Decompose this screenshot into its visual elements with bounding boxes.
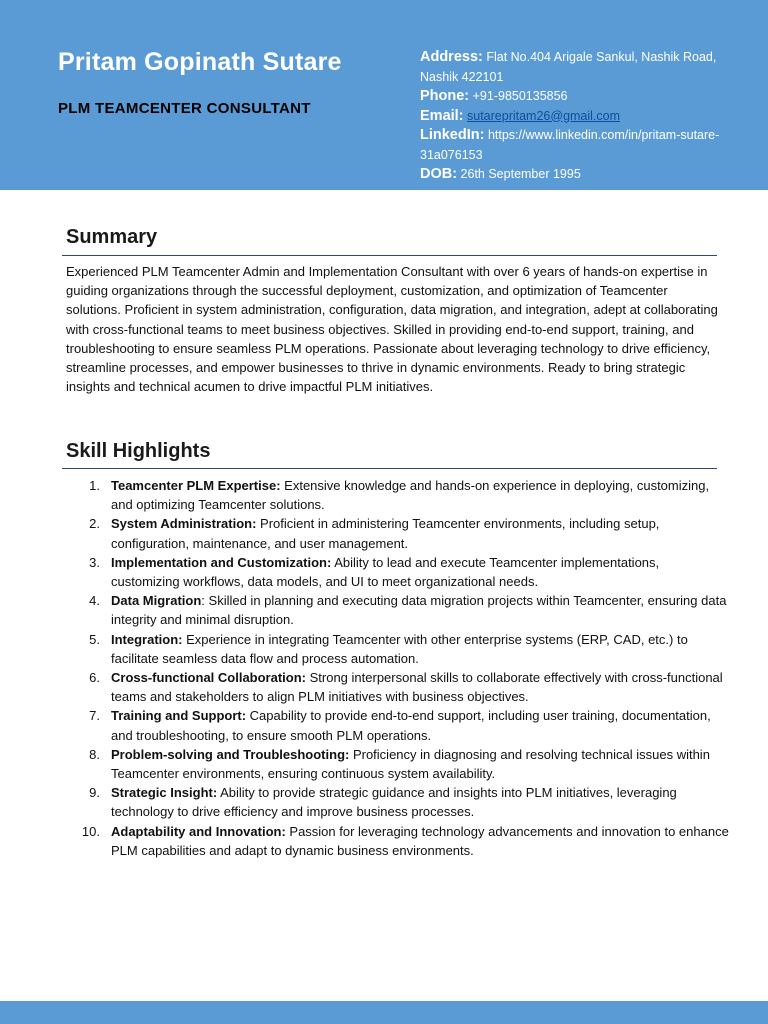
email-link[interactable]: sutarepritam26@gmail.com xyxy=(467,108,621,123)
footer-banner xyxy=(0,1001,768,1024)
contact-email xyxy=(420,107,750,127)
skill-description: Proficiency in diagnosing and resolving technical issues within Teamcenter environments, ensuring continuous system availability. xyxy=(111,746,710,782)
skill-label: Teamcenter PLM Expertise: xyxy=(111,478,281,493)
skill-item xyxy=(70,783,730,821)
skill-number: 6. xyxy=(89,670,100,686)
skill-item xyxy=(70,591,730,629)
skill-description: Strong interpersonal skills to collaborate effectively with cross-functional teams and stakeholders to align PLM initiatives with business objectives. xyxy=(111,670,723,705)
skills-heading: Skill Highlights xyxy=(66,440,211,462)
contact-email-label: Email: xyxy=(420,107,464,124)
contact-linkedin xyxy=(420,126,750,165)
skill-description: Extensive knowledge and hands-on experience in deploying, customizing, and optimizing Teamcenter solutions. xyxy=(111,478,710,513)
skill-label: Implementation and Customization: xyxy=(111,554,332,570)
summary-divider xyxy=(62,255,717,256)
skill-description: Passion for leveraging technology advancements and innovation to enhance PLM capabilities and adapt to dynamic business environments. xyxy=(111,823,729,858)
header-banner xyxy=(0,0,768,190)
skill-item xyxy=(70,630,730,668)
skill-item xyxy=(70,745,730,783)
skill-label: Integration: xyxy=(111,631,183,647)
skill-number: 10. xyxy=(81,823,100,839)
contact-phone-value: +91-9850135856 xyxy=(472,89,568,103)
summary-paragraph: Experienced PLM Teamcenter Admin and Implementation Consultant with over 6 years of hands-on expertise in guiding organizations through the successful deployment, customization, and optimization of Teamcenter solutions. Proficient in system administration, configuration, data migration, and integration, adept at collaborating with cross-functional teams to meet business objectives. Skilled in providing end-to-end support, training, and troubleshooting to ensure seamless PLM operations. Passionate about leveraging technology to drive efficiency, streamline processes, and empower businesses to thrive in dynamic environments. Ready to bring strategic insights and technical acumen to drive impactful PLM initiatives. xyxy=(66,264,718,395)
candidate-name: Pritam Gopinath Sutare xyxy=(58,48,342,76)
contact-address xyxy=(420,48,750,87)
skill-label: Cross-functional Collaboration: xyxy=(111,670,306,686)
skill-description: Proficient in administering Teamcenter environments, including setup, configuration, maintenance, and user management. xyxy=(111,516,660,551)
skill-description: Ability to lead and execute Teamcenter implementations, customizing workflows, data models, and UI to meet organizational needs. xyxy=(111,554,660,590)
skill-description: Experience in integrating Teamcenter with other enterprise systems (ERP, CAD, etc.) to facilitate seamless data flow and process automation. xyxy=(111,631,688,666)
skill-number: 4. xyxy=(89,593,100,609)
summary-heading: Summary xyxy=(66,226,158,248)
skill-number: 2. xyxy=(89,516,100,532)
linkedin-url: https://www.linkedin.com/in/pritam-sutare-31a076153 xyxy=(420,128,720,162)
contact-phone-label: Phone: xyxy=(420,88,470,104)
skill-label: Strategic Insight: xyxy=(111,785,218,801)
skill-description: : Skilled in planning and executing data migration projects within Teamcenter, ensuring data integrity and minimal disruption. xyxy=(111,593,727,628)
skill-number: 7. xyxy=(89,708,100,724)
skill-label: Problem-solving and Troubleshooting: xyxy=(111,746,350,762)
contact-phone xyxy=(420,87,750,107)
contact-address-value: Flat No.404 Arigale Sankul, Nashik Road, Nashik 422101 xyxy=(420,50,717,84)
contact-dob-value: 26th September 1995 xyxy=(460,167,581,181)
skill-description: Capability to provide end-to-end support, including user training, documentation, and troubleshooting, to ensure smooth PLM operations. xyxy=(111,708,711,743)
skill-number: 9. xyxy=(89,785,100,801)
skill-item xyxy=(70,514,730,552)
skill-item xyxy=(70,553,730,591)
skill-number: 5. xyxy=(89,631,100,647)
skill-label: Training and Support: xyxy=(111,708,247,724)
skill-label: System Administration: xyxy=(111,516,257,532)
contact-address-label: Address: xyxy=(420,49,483,65)
skill-number: 8. xyxy=(89,746,100,762)
skill-item xyxy=(70,476,730,514)
skills-divider xyxy=(62,468,717,469)
job-title: PLM TEAMCENTER CONSULTANT xyxy=(58,100,311,117)
skill-item xyxy=(70,668,730,706)
contact-dob xyxy=(420,165,750,185)
skill-description: Ability to provide strategic guidance and insights into PLM initiatives, leveraging technology to drive efficiency and improve business processes. xyxy=(111,785,677,820)
skills-list xyxy=(70,476,730,860)
skill-number: 1. xyxy=(89,478,100,493)
skill-item xyxy=(70,822,730,860)
contact-dob-label: DOB: xyxy=(420,166,458,182)
skill-number: 3. xyxy=(89,554,100,570)
contact-linkedin-label: LinkedIn: xyxy=(420,127,485,143)
skill-item xyxy=(70,706,730,744)
skill-label: Adaptability and Innovation: xyxy=(111,823,286,839)
contact-block xyxy=(420,48,750,185)
skill-label: Data Migration xyxy=(111,593,202,609)
